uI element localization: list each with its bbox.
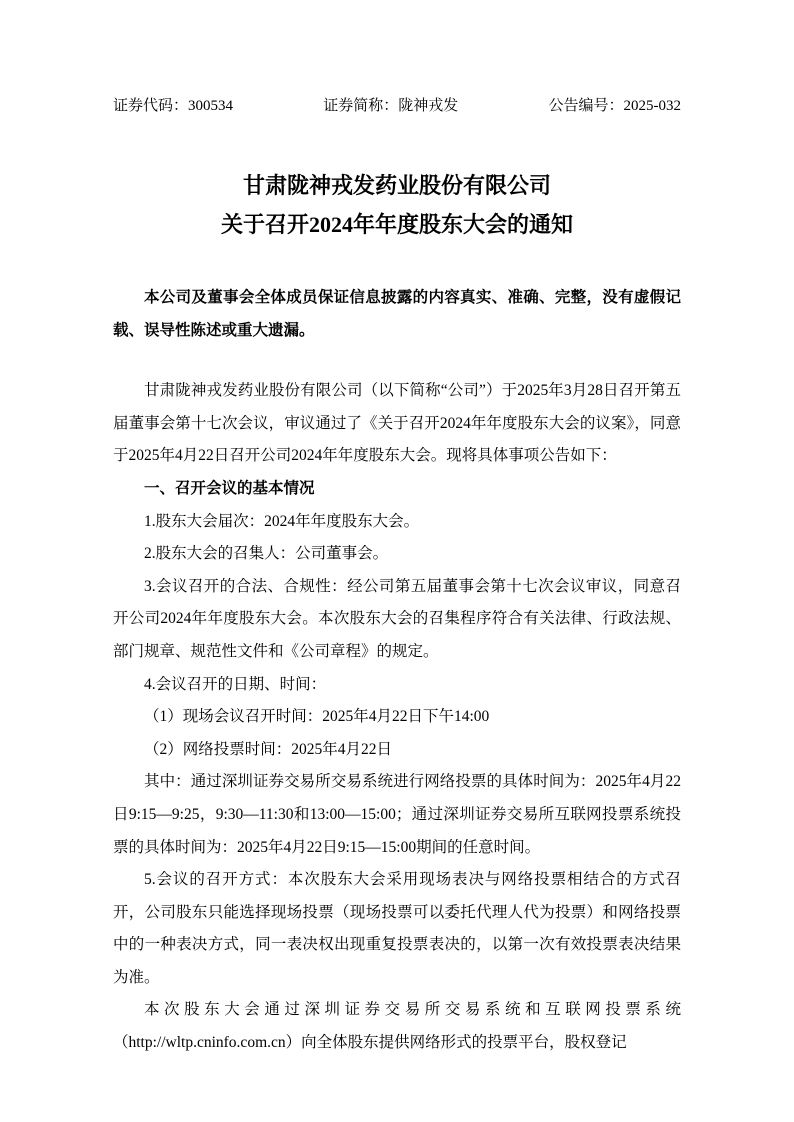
announcement-number: 公告编号：2025-032 xyxy=(548,98,681,114)
body-paragraph: 其中：通过深圳证券交易所交易系统进行网络投票的具体时间为：2025年4月22日9:15—9:25，9:30—11:30和13:00—15:00；通过深圳证券交易所互联网投票系统投票的具体时间为：2025年4月22日9:15—15:00期间的任意时间。 xyxy=(113,773,681,856)
stock-short-name: 证券简称：陇神戎发 xyxy=(323,98,459,114)
body-paragraph: 4.会议召开的日期、时间： xyxy=(144,675,327,693)
section-heading: 一、召开会议的基本情况 xyxy=(144,479,315,497)
document-header xyxy=(113,96,681,116)
body-paragraph: 本次股东大会通过深圳证券交易所交易系统和互联网投票系统（http://wltp.cninfo.com.cn）向全体股东提供网络形式的投票平台，股权登记 xyxy=(113,1001,681,1052)
title-line-company: 甘肃陇神戎发药业股份有限公司 xyxy=(242,173,551,198)
body-paragraph: 甘肃陇神戎发药业股份有限公司（以下简称“公司”）于2025年3月28日召开第五届董事会第十七次会议，审议通过了《关于召开2024年年度股东大会的议案》，同意于2025年4月22日召开公司2024年年度股东大会。现将具体事项公告如下： xyxy=(113,382,681,465)
body-paragraph: 2.股东大会的召集人：公司董事会。 xyxy=(144,545,389,563)
stock-code: 证券代码：300534 xyxy=(113,98,234,114)
title-line-subject: 关于召开2024年年度股东大会的通知 xyxy=(220,212,573,237)
body-paragraph: （1）现场会议召开时间：2025年4月22日下午14:00 xyxy=(144,708,490,726)
document-body xyxy=(113,375,681,1059)
body-paragraph: 3.会议召开的合法、合规性：经公司第五届董事会第十七次会议审议，同意召开公司2024年年度股东大会。本次股东大会的召集程序符合有关法律、行政法规、部门规章、规范性文件和《公司章程》的规定。 xyxy=(113,577,681,660)
body-paragraph: 5.会议的召开方式：本次股东大会采用现场表决与网络投票相结合的方式召开，公司股东只能选择现场投票（现场投票可以委托代理人代为投票）和网络投票中的一种表决方式，同一表决权出现重复投票表决的，以第一次有效投票表决结果为准。 xyxy=(113,871,681,986)
disclaimer-statement: 本公司及董事会全体成员保证信息披露的内容真实、准确、完整，没有虚假记载、误导性陈述或重大遗漏。 xyxy=(113,289,681,339)
body-paragraph: 1.股东大会届次：2024年年度股东大会。 xyxy=(144,512,420,530)
body-paragraph: （2）网络投票时间：2025年4月22日 xyxy=(144,740,393,758)
document-title xyxy=(113,166,681,244)
